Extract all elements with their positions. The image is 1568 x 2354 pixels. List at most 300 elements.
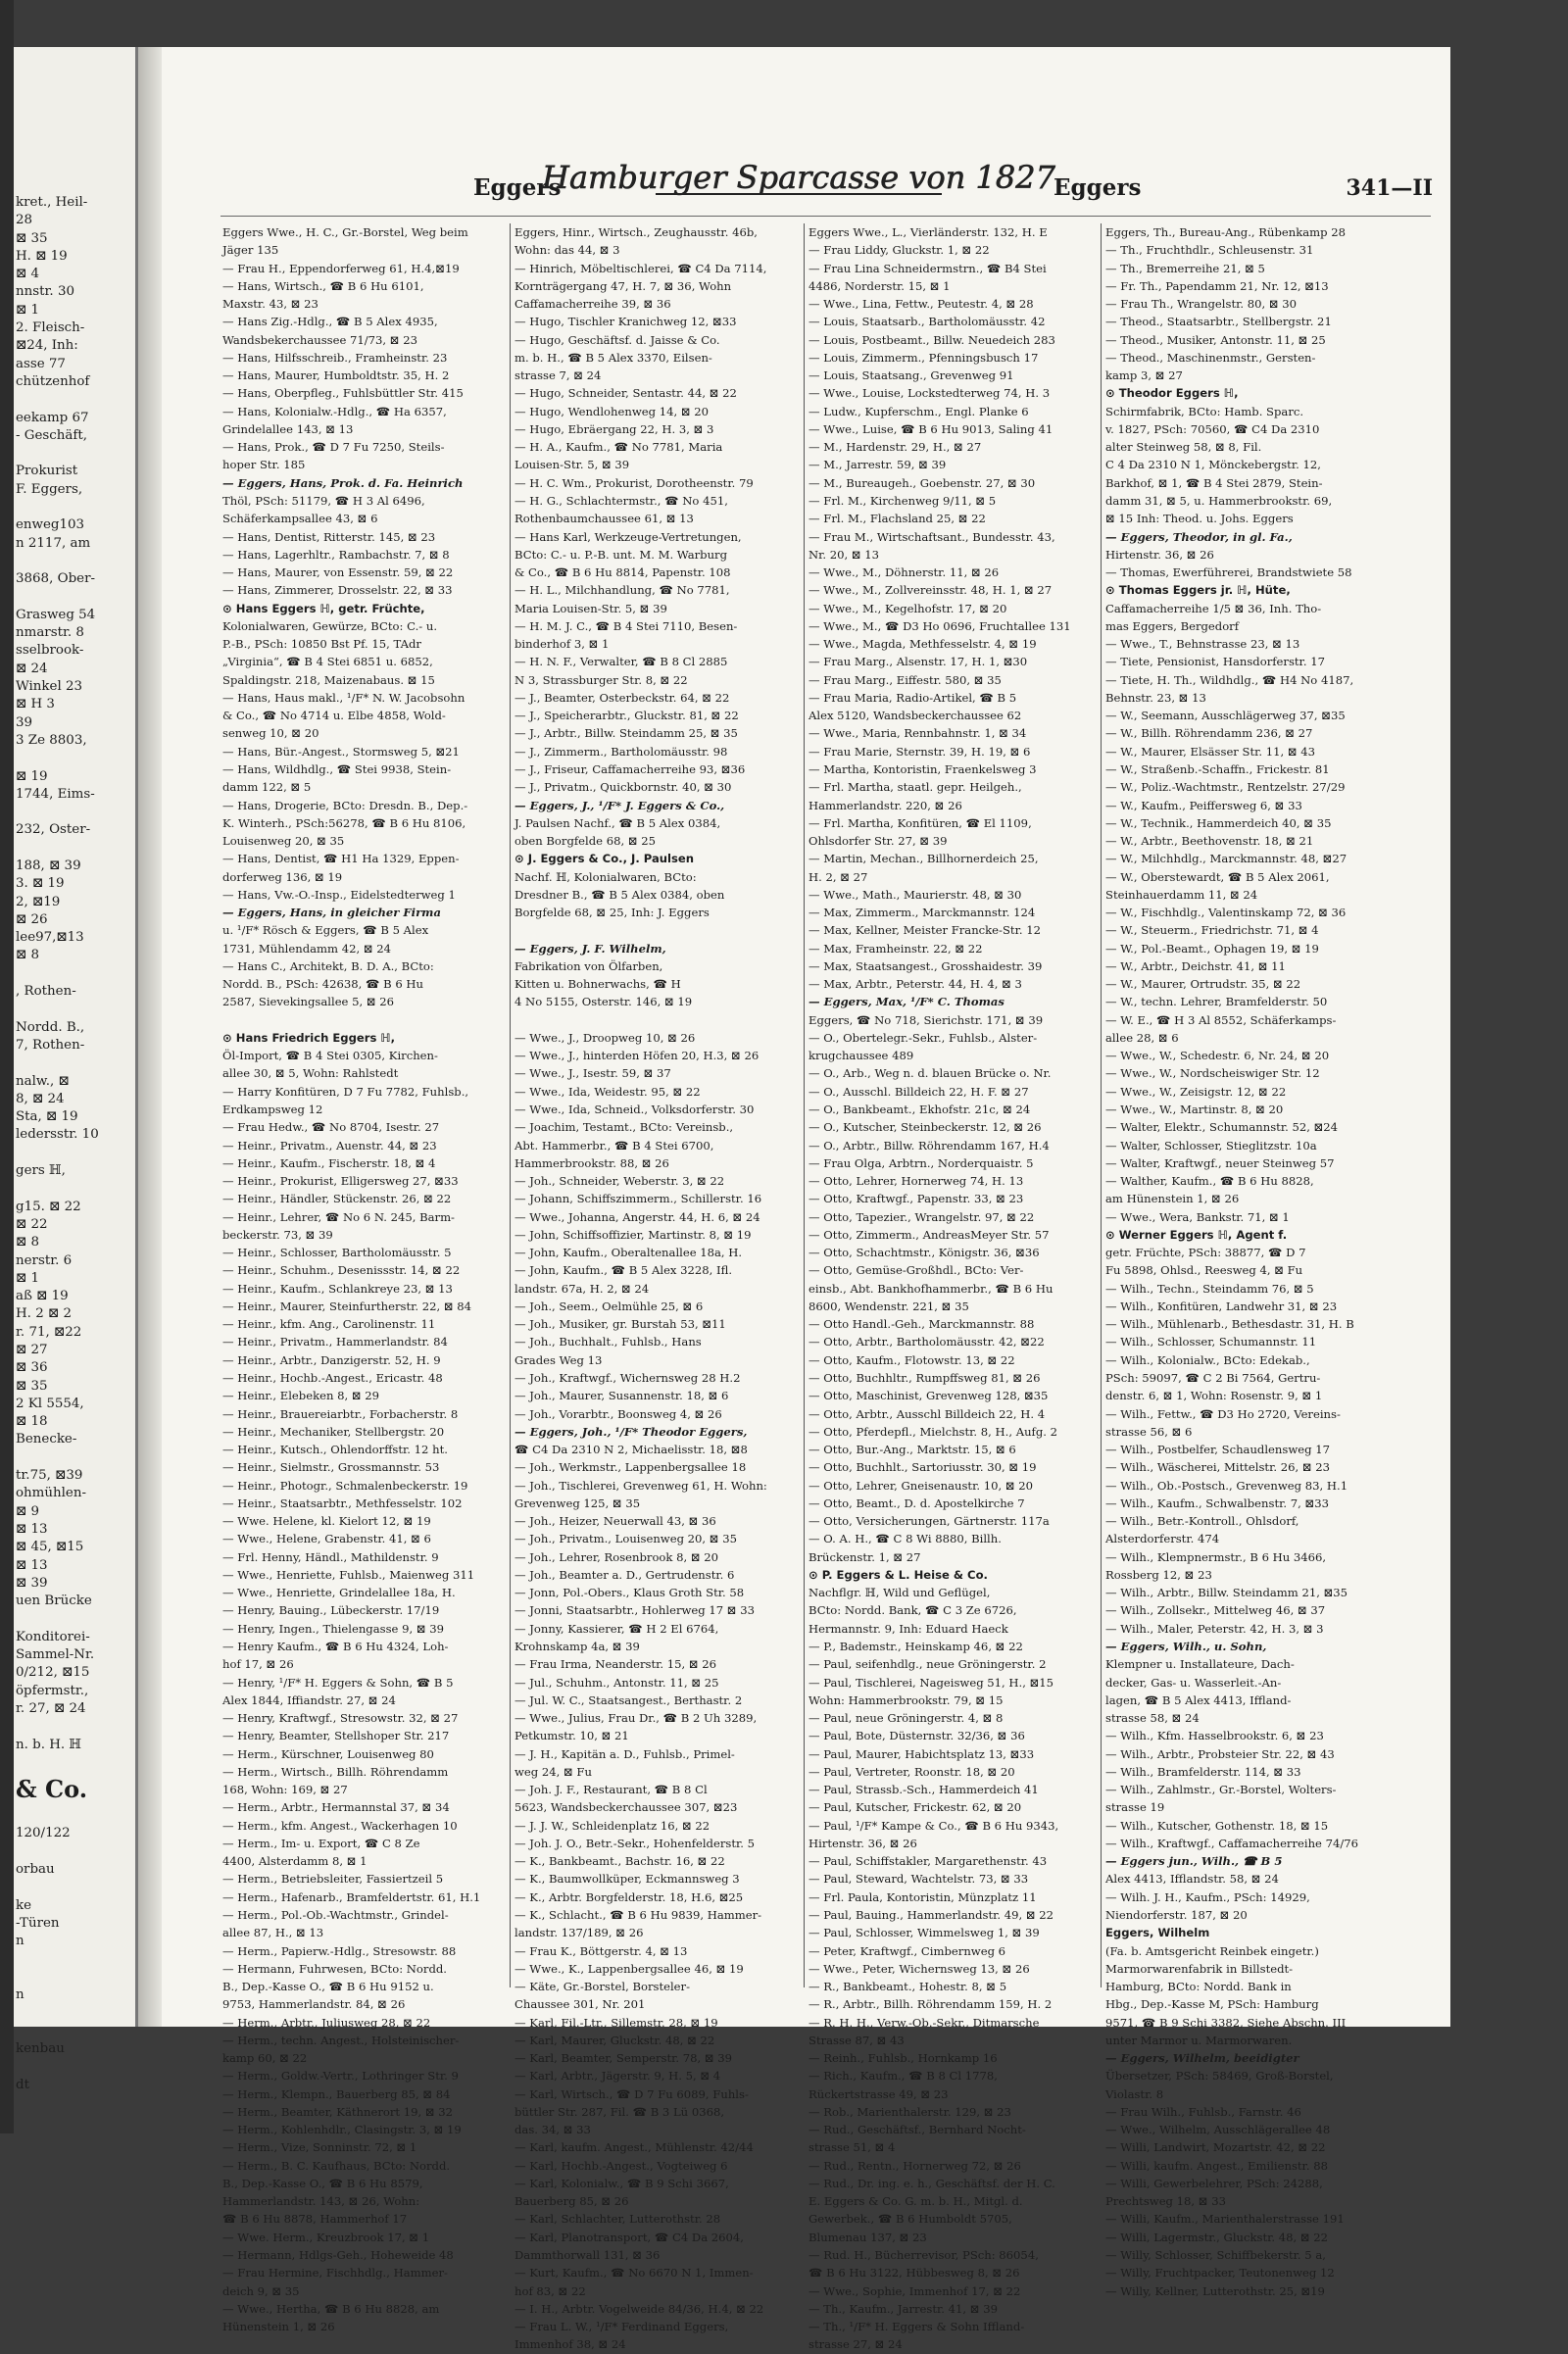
directory-entry-line: — Wwe., Ida, Weidestr. 95, ⊠ 22 <box>514 1084 701 1099</box>
directory-entry-line: — Joh., Beamter a. D., Gertrudenstr. 6 <box>514 1567 735 1582</box>
directory-entry-line: — Eggers, Wilh., u. Sohn, <box>1105 1639 1267 1653</box>
directory-entry-line: — Hans, Maurer, Humboldtstr. 35, H. 2 <box>222 368 450 383</box>
directory-entry-line: — Jonn, Pol.-Obers., Klaus Groth Str. 58 <box>514 1586 745 1600</box>
directory-entry-line: — Herm., Im- u. Export, ☎ C 8 Ze <box>222 1836 420 1850</box>
directory-entry-line: Eggers, Hinr., Wirtsch., Zeughausstr. 46b, <box>514 225 758 239</box>
directory-entry-line: Eggers, ☎ No 718, Sierichstr. 171, ⊠ 39 <box>808 1012 1044 1027</box>
directory-entry-line: — Thomas, Ewerführerei, Brandstwiete 58 <box>1105 565 1352 580</box>
left-fragment-line: & Co. <box>16 1775 88 1804</box>
directory-entry-line: — Eggers, J., ¹/F* J. Eggers & Co., <box>514 798 725 812</box>
directory-entry-line: (Fa. b. Amtsgericht Reinbek eingetr.) <box>1105 1943 1319 1958</box>
left-fragment-line: nnstr. 30 <box>16 284 74 300</box>
left-fragment-line: Nordd. B., <box>16 1019 85 1035</box>
directory-entry-line: — O., Obertelegr.-Sekr., Fuhlsb., Alster- <box>808 1030 1038 1045</box>
directory-entry-line: — Heinr., Mechaniker, Stellbergstr. 20 <box>222 1424 445 1439</box>
directory-entry-line: — Max, Zimmerm., Marckmannstr. 124 <box>808 906 1036 920</box>
left-fragment-line: sselbrook- <box>16 643 84 659</box>
directory-entry-line: — Max, Kellner, Meister Francke-Str. 12 <box>808 923 1041 938</box>
directory-entry-line: — Herm., kfm. Angest., Wackerhagen 10 <box>222 1818 458 1833</box>
directory-entry-line: — Wilh., Betr.-Kontroll., Ohlsdorf, <box>1105 1514 1299 1529</box>
directory-entry-line: — Frau Lina Schneidermstrn., ☎ B4 Stei <box>808 261 1047 275</box>
directory-entry-line: u. ¹/F* Rösch & Eggers, ☎ B 5 Alex <box>222 923 429 938</box>
left-fragment-line: asse 77 <box>16 356 66 371</box>
directory-entry-line: & Co., ☎ No 4714 u. Elbe 4858, Wold- <box>222 709 446 723</box>
directory-entry-line: — Herm., Pol.-Ob.-Wachtmstr., Grindel- <box>222 1907 449 1922</box>
directory-entry-line: — Walter, Schlosser, Stieglitzstr. 10a <box>1105 1138 1317 1152</box>
left-fragment-line: 1744, Eims- <box>16 786 95 802</box>
directory-entry-line: — Hans, Wildhdlg., ☎ Stei 9938, Stein- <box>222 761 452 776</box>
directory-entry-line: — Frau L. W., ¹/F* Ferdinand Eggers, <box>514 2320 729 2334</box>
directory-entry-line: — Tiete, Pensionist, Hansdorferstr. 17 <box>1105 655 1325 669</box>
page-header <box>162 47 1450 214</box>
directory-entry-line: — Paul, Steward, Wachtelstr. 73, ⊠ 33 <box>808 1872 1029 1887</box>
directory-entry-line: — Wilh., Mühlenarb., Bethesdastr. 31, H. B <box>1105 1317 1354 1332</box>
directory-entry-line: — Joachim, Testamt., BCto: Vereinsb., <box>514 1120 734 1135</box>
left-fragment-line: Winkel 23 <box>16 679 83 695</box>
directory-entry-line: Alex 4413, Ifflandstr. 58, ⊠ 24 <box>1105 1872 1279 1887</box>
left-fragment-line <box>16 1718 135 1736</box>
directory-entry-line: — Wilh., Kfm. Hasselbrookstr. 6, ⊠ 23 <box>1105 1729 1324 1743</box>
directory-entry-line: — Frl. Martha, staatl. gepr. Heilgeh., <box>808 780 1022 795</box>
left-fragment-line: ke <box>16 1897 32 1913</box>
left-fragment-line: chützenhof <box>16 373 90 389</box>
left-fragment-line <box>16 499 135 516</box>
directory-entry-line: — Wwe., J., Isestr. 59, ⊠ 37 <box>514 1066 671 1081</box>
directory-entry-line: — Wwe., Magda, Methfesselstr. 4, ⊠ 19 <box>808 637 1037 652</box>
directory-entry-line: — Jonny, Kassierer, ☎ H 2 El 6764, <box>514 1621 719 1636</box>
directory-entry-line: — O., Ausschl. Billdeich 22, H. F. ⊠ 27 <box>808 1084 1029 1099</box>
directory-entry-line: — Wwe. Herm., Kreuzbrook 17, ⊠ 1 <box>222 2230 430 2244</box>
directory-entry-line: strasse 19 <box>1105 1800 1165 1815</box>
directory-entry-line: — Otto, Tapezier., Wrangelstr. 97, ⊠ 22 <box>808 1209 1035 1224</box>
directory-entry-line: — Jul., Schuhm., Antonstr. 11, ⊠ 25 <box>514 1675 719 1690</box>
directory-entry-line: 8600, Wendenstr. 221, ⊠ 35 <box>808 1299 969 1313</box>
left-fragment-line: 2 Kl 5554, <box>16 1396 84 1411</box>
directory-entry-line: — Otto, Buchhlt., Sartoriusstr. 30, ⊠ 19 <box>808 1460 1037 1475</box>
directory-entry-line: — Paul, Schlosser, Wimmelsweg 1, ⊠ 39 <box>808 1926 1040 1940</box>
left-fragment-line: ⊠ 35 <box>16 1378 48 1394</box>
directory-entry-line: — Paul, Tischlerei, Nageisweg 51, H., ⊠15 <box>808 1675 1054 1690</box>
directory-entry-line: — Joh. J. F., Restaurant, ☎ B 8 Cl <box>514 1783 708 1797</box>
directory-entry-line: damm 122, ⊠ 5 <box>222 780 312 795</box>
directory-entry-line: — Rud., Geschäftsf., Bernhard Nocht- <box>808 2123 1026 2137</box>
directory-entry-line: Eggers Wwe., L., Vierländerstr. 132, H. E <box>808 225 1048 239</box>
directory-entry-line: — Louis, Zimmerm., Pfenningsbusch 17 <box>808 350 1039 365</box>
directory-entry-line: — Peter, Kraftwgf., Cimbernweg 6 <box>808 1943 1006 1958</box>
directory-entry-line: — Frau K., Böttgerstr. 4, ⊠ 13 <box>514 1943 688 1958</box>
column-divider <box>1101 223 1102 1987</box>
directory-entry-line: — Hans, Vw.-O.-Insp., Eidelstedterweg 1 <box>222 887 456 902</box>
directory-entry-line: — Hugo, Schneider, Sentastr. 44, ⊠ 22 <box>514 386 737 401</box>
directory-entry-line: Nachf. ℍ, Kolonialwaren, BCto: <box>514 869 697 884</box>
directory-entry-line: Klempner u. Installateure, Dach- <box>1105 1657 1295 1672</box>
directory-entry-line: — Frau Marg., Alsenstr. 17, H. 1, ⊠30 <box>808 655 1028 669</box>
directory-entry-line: — Herm., B. C. Kaufhaus, BCto: Nordd. <box>222 2158 451 2173</box>
left-fragment-line: 0/212, ⊠15 <box>16 1665 90 1681</box>
directory-entry-line: — Heinr., Schlosser, Bartholomäusstr. 5 <box>222 1246 452 1260</box>
directory-entry-line: — Hans, Oberpfleg., Fuhlsbüttler Str. 415 <box>222 386 464 401</box>
directory-entry-line: — W., Pol.-Beamt., Ophagen 19, ⊠ 19 <box>1105 941 1319 956</box>
sparcasse-logo <box>542 147 1055 204</box>
directory-entry-line: Ohlsdorfer Str. 27, ⊠ 39 <box>808 834 948 849</box>
directory-entry-line: ⊙ Hans Eggers ℍ, getr. Früchte, <box>222 601 425 615</box>
left-fragment-line: Sammel-Nr. <box>16 1647 95 1663</box>
directory-entry-line: — Ludw., Kupferschm., Engl. Planke 6 <box>808 404 1029 418</box>
directory-entry-line: — M., Hardenstr. 29, H., ⊠ 27 <box>808 440 982 455</box>
directory-entry-line: — Hugo, Wendlohenweg 14, ⊠ 20 <box>514 404 709 418</box>
directory-entry-line: — Otto, Zimmerm., AndreasMeyer Str. 57 <box>808 1227 1050 1242</box>
directory-entry-line: — Paul, Maurer, Habichtsplatz 13, ⊠33 <box>808 1746 1035 1761</box>
directory-entry-line: — Wilh., Arbtr., Billw. Steindamm 21, ⊠35 <box>1105 1586 1348 1600</box>
directory-entry-line: — Wwe., Wera, Bankstr. 71, ⊠ 1 <box>1105 1209 1290 1224</box>
directory-entry-line: — Joh. J. O., Betr.-Sekr., Hohenfelderstr. 5 <box>514 1836 755 1850</box>
directory-entry-line: — Wilh., Kaufm., Schwalbenstr. 7, ⊠33 <box>1105 1496 1329 1510</box>
directory-entry-line: 4400, Alsterdamm 8, ⊠ 1 <box>222 1854 368 1869</box>
directory-entry-line: — Otto, Arbtr., Bartholomäusstr. 42, ⊠22 <box>808 1335 1045 1349</box>
directory-entry-line: — Frau Irma, Neanderstr. 15, ⊠ 26 <box>514 1657 717 1672</box>
directory-entry-line: K. Winterh., PSch:56278, ☎ B 6 Hu 8106, <box>222 815 466 830</box>
left-fragment-line: Sta, ⊠ 19 <box>16 1109 78 1125</box>
directory-entry-line: dorferweg 136, ⊠ 19 <box>222 869 343 884</box>
directory-entry-line: — Wilh., Wäscherei, Mittelstr. 26, ⊠ 23 <box>1105 1460 1330 1475</box>
left-fragment-line <box>16 1610 135 1628</box>
directory-entry-line: strasse 7, ⊠ 24 <box>514 368 602 383</box>
directory-entry-line: — Eggers, Wilhelm, beeidigter <box>1105 2051 1299 2066</box>
directory-entry-line: — Heinr., Staatsarbtr., Methfesselstr. 102 <box>222 1496 463 1510</box>
directory-entry-line: Louisenweg 20, ⊠ 35 <box>222 834 345 849</box>
directory-entry-line: Wandsbekerchaussee 71/73, ⊠ 23 <box>222 332 417 347</box>
directory-entry-line: v. 1827, PSch: 70560, ☎ C4 Da 2310 <box>1105 421 1320 436</box>
directory-entry-line: — Frau Wilh., Fuhlsb., Farnstr. 46 <box>1105 2104 1301 2119</box>
left-fragment-line: ⊠ 26 <box>16 911 48 927</box>
directory-entry-line: ☎ B 6 Hu 3122, Hübbesweg 8, ⊠ 26 <box>808 2266 1020 2280</box>
left-fragment-line: H. ⊠ 19 <box>16 248 68 264</box>
directory-entry-line: — Wilh., Klempnermstr., B 6 Hu 3466, <box>1105 1549 1327 1564</box>
directory-entry-line: Kolonialwaren, Gewürze, BCto: C.- u. <box>222 618 438 633</box>
left-fragment-line <box>16 2023 135 2040</box>
directory-entry-line: — Willi, Gewerbelehrer, PSch: 24288, <box>1105 2176 1323 2190</box>
left-fragment-line: nmarstr. 8 <box>16 625 84 641</box>
directory-entry-line: Blumenau 137, ⊠ 23 <box>808 2230 927 2244</box>
directory-entry-line: — Th., Bremerreihe 21, ⊠ 5 <box>1105 261 1265 275</box>
directory-entry-line: — Frau Th., Wrangelstr. 80, ⊠ 30 <box>1105 297 1298 312</box>
directory-entry-line: — Louis, Staatsang., Grevenweg 91 <box>808 368 1014 383</box>
left-fragment-line <box>16 750 135 767</box>
directory-entry-line: — Hugo, Tischler Kranichweg 12, ⊠33 <box>514 315 737 329</box>
directory-entry-line: — Karl, Fil.-Ltr., Sillemstr. 28, ⊠ 19 <box>514 2015 718 2030</box>
left-fragment-line: Benecke- <box>16 1432 77 1447</box>
directory-entry-line: — H. C. Wm., Prokurist, Dorotheenstr. 79 <box>514 475 754 490</box>
left-fragment-line <box>16 445 135 463</box>
directory-entry-line: hoper Str. 185 <box>222 458 306 472</box>
directory-entry-line: — W., Technik., Hammerdeich 40, ⊠ 35 <box>1105 815 1332 830</box>
left-fragment-line: - Geschäft, <box>16 427 87 443</box>
directory-entry-line: — Herm., Wirtsch., Billh. Röhrendamm <box>222 1764 449 1779</box>
directory-entry-line: — Willi, kaufm. Angest., Emilienstr. 88 <box>1105 2158 1328 2173</box>
directory-entry-line: strasse 51, ⊠ 4 <box>808 2140 896 2155</box>
directory-entry-line: Dresdner B., ☎ B 5 Alex 0384, oben <box>514 887 725 902</box>
directory-entry-line: hof 83, ⊠ 22 <box>514 2283 586 2298</box>
directory-column-4 <box>1105 223 1399 2300</box>
directory-entry-line: — Wwe., W., Zeisigstr. 12, ⊠ 22 <box>1105 1084 1287 1099</box>
directory-entry-line: — Joh., Schneider, Weberstr. 3, ⊠ 22 <box>514 1174 725 1189</box>
directory-entry-line: Hünenstein 1, ⊠ 26 <box>222 2320 335 2334</box>
directory-entry-line: weg 24, ⊠ Fu <box>514 1764 592 1779</box>
directory-entry-line: ☎ C4 Da 2310 N 2, Michaelisstr. 18, ⊠8 <box>514 1443 748 1457</box>
directory-entry-line: — Karl, Hochb.-Angest., Vogteiweg 6 <box>514 2158 728 2173</box>
directory-entry-line: — Max, Framheinstr. 22, ⊠ 22 <box>808 941 983 956</box>
directory-entry-line: — Theod., Maschinenmstr., Gersten- <box>1105 350 1316 365</box>
directory-entry-line: — John, Kaufm., Oberaltenallee 18a, H. <box>514 1246 743 1260</box>
left-fragment-line: n <box>16 1987 24 2003</box>
directory-entry-line: alter Steinweg 58, ⊠ 8, Fil. <box>1105 440 1262 455</box>
directory-entry-line: Fu 5898, Ohlsd., Reesweg 4, ⊠ Fu <box>1105 1263 1303 1278</box>
directory-entry-line: krugchaussee 489 <box>808 1049 914 1063</box>
directory-entry-line: — Heinr., Maurer, Steinfurtherstr. 22, ⊠ 84 <box>222 1299 472 1313</box>
directory-entry-line: strasse 58, ⊠ 24 <box>1105 1711 1200 1726</box>
directory-entry-line: — Walter, Elektr., Schumannstr. 52, ⊠24 <box>1105 1120 1339 1135</box>
left-fragment-line: ⊠ H 3 <box>16 697 55 712</box>
directory-entry-line: — Henry, ¹/F* H. Eggers & Sohn, ☎ B 5 <box>222 1675 454 1690</box>
directory-entry-line: — John, Kaufm., ☎ B 5 Alex 3228, Ifl. <box>514 1263 733 1278</box>
left-fragment-line: ledersstr. 10 <box>16 1127 99 1143</box>
directory-entry-line: — Wwe., T., Behnstrasse 23, ⊠ 13 <box>1105 637 1300 652</box>
directory-entry-line: — Wwe., Henriette, Fuhlsb., Maienweg 311 <box>222 1567 475 1582</box>
left-fragment-line: Konditorei- <box>16 1629 90 1644</box>
directory-column-2 <box>514 223 801 2354</box>
directory-entry-line: — Heinr., Kaufm., Fischerstr. 18, ⊠ 4 <box>222 1155 436 1170</box>
left-fragment-line: r. 71, ⊠22 <box>16 1324 82 1340</box>
directory-entry-line: Rückertstrasse 49, ⊠ 23 <box>808 2086 949 2101</box>
left-fragment-line: aß ⊠ 19 <box>16 1289 69 1304</box>
directory-entry-line: — Wilh., Bramfelderstr. 114, ⊠ 33 <box>1105 1764 1301 1779</box>
directory-entry-line: Thöl, PSch: 51179, ☎ H 3 Al 6496, <box>222 493 425 508</box>
left-fragment-line <box>16 391 135 409</box>
left-fragment-line: ⊠ 36 <box>16 1360 48 1376</box>
directory-entry-line: Hirtenstr. 36, ⊠ 26 <box>808 1836 917 1850</box>
directory-entry-line: — Karl, Beamter, Semperstr. 78, ⊠ 39 <box>514 2051 733 2066</box>
directory-entry-line: — Hans, Prok., ☎ D 7 Fu 7250, Steils- <box>222 440 445 455</box>
directory-entry-line: — W., Steuerm., Friedrichstr. 71, ⊠ 4 <box>1105 923 1319 938</box>
left-fragment-line <box>16 1951 135 1969</box>
directory-entry-line: — W., Arbtr., Deichstr. 41, ⊠ 11 <box>1105 958 1286 973</box>
directory-entry-line: — H. N. F., Verwalter, ☎ B 8 Cl 2885 <box>514 655 728 669</box>
left-fragment-line: , Rothen- <box>16 984 76 1000</box>
directory-entry-line: — Wilh., Postbelfer, Schaudlensweg 17 <box>1105 1443 1330 1457</box>
directory-entry-line: — Hans, Dentist, ☎ H1 Ha 1329, Eppen- <box>222 852 460 866</box>
left-fragment-line: ⊠ 4 <box>16 267 39 282</box>
directory-entry-line: — Herm., Beamter, Käthnerort 19, ⊠ 32 <box>222 2104 453 2119</box>
left-fragment-line: nalw., ⊠ <box>16 1073 70 1089</box>
directory-entry-line: — Jul. W. C., Staatsangest., Berthastr. 2 <box>514 1692 743 1707</box>
header-left-keyword: Eggers <box>473 174 562 201</box>
directory-entry-line: Barkhof, ⊠ 1, ☎ B 4 Stei 2879, Stein- <box>1105 475 1323 490</box>
directory-entry-line: senweg 10, ⊠ 20 <box>222 726 319 741</box>
directory-entry-line: — Heinr., Händler, Stückenstr. 26, ⊠ 22 <box>222 1192 452 1206</box>
directory-entry-line: lagen, ☎ B 5 Alex 4413, Iffland- <box>1105 1692 1292 1707</box>
directory-entry-line: hof 17, ⊠ 26 <box>222 1657 294 1672</box>
directory-entry-line: — W., Straßenb.-Schaffn., Frickestr. 81 <box>1105 761 1330 776</box>
directory-page <box>162 47 1450 2352</box>
directory-entry-line: deich 9, ⊠ 35 <box>222 2283 300 2298</box>
directory-entry-line: Nordd. B., PSch: 42638, ☎ B 6 Hu <box>222 977 423 992</box>
left-fragment-line: 3 Ze 8803, <box>16 732 87 748</box>
directory-entry-line: beckerstr. 73, ⊠ 39 <box>222 1227 333 1242</box>
left-fragment-line: ⊠ 9 <box>16 1503 39 1519</box>
directory-entry-line: — Wwe., Julius, Frau Dr., ☎ B 2 Uh 3289, <box>514 1711 758 1726</box>
directory-entry-line: Rossberg 12, ⊠ 23 <box>1105 1567 1212 1582</box>
directory-entry-line: — Reinh., Fuhlsb., Hornkamp 16 <box>808 2051 998 2066</box>
directory-entry-line: — Hans, Dentist, Ritterstr. 145, ⊠ 23 <box>222 529 436 544</box>
directory-entry-line: — Wwe., M., Zollvereinsstr. 48, H. 1, ⊠ 27 <box>808 583 1053 598</box>
directory-entry-line: — Wilh., Maler, Peterstr. 42, H. 3, ⊠ 3 <box>1105 1621 1324 1636</box>
directory-entry-line: — Joh., Musiker, gr. Burstah 53, ⊠11 <box>514 1317 726 1332</box>
directory-entry-line: — Herm., Papierw.-Hdlg., Stresowstr. 88 <box>222 1943 457 1958</box>
directory-entry-line: — Th., Fruchthdlr., Schleusenstr. 31 <box>1105 243 1314 258</box>
directory-entry-line: Fabrikation von Ölfarben, <box>514 958 663 973</box>
directory-entry-line: — Wwe., Louise, Lockstedterweg 74, H. 3 <box>808 386 1051 401</box>
directory-entry-line: — Paul, Schiffstakler, Margarethenstr. 43 <box>808 1854 1048 1869</box>
directory-entry-line: — K., Arbtr. Borgfelderstr. 18, H.6, ⊠25 <box>514 1889 744 1904</box>
left-fragment-line <box>16 2004 135 2022</box>
directory-entry-line: — R., Arbtr., Billh. Röhrendamm 159, H. 2 <box>808 1997 1053 2012</box>
directory-entry-line: — Rud., Rentn., Hornerweg 72, ⊠ 26 <box>808 2158 1021 2173</box>
directory-entry-line: 168, Wohn: 169, ⊠ 27 <box>222 1783 348 1797</box>
directory-entry-line: Alex 5120, Wandsbeckerchaussee 62 <box>808 709 1022 723</box>
directory-entry-line: — Wwe., Math., Maurierstr. 48, ⊠ 30 <box>808 887 1022 902</box>
directory-entry-line: — R., Bankbeamt., Hohestr. 8, ⊠ 5 <box>808 1980 1007 1994</box>
directory-entry-line: Eggers Wwe., H. C., Gr.-Borstel, Weg beim <box>222 225 468 239</box>
directory-entry-line: — Paul, Bauing., Hammerlandstr. 49, ⊠ 22 <box>808 1907 1054 1922</box>
directory-entry-line: — K., Baumwollküper, Eckmannsweg 3 <box>514 1872 740 1887</box>
directory-entry-line: — Kurt, Kaufm., ☎ No 6670 N 1, Immen- <box>514 2266 754 2280</box>
directory-entry-line: — H. A., Kaufm., ☎ No 7781, Maria <box>514 440 723 455</box>
directory-entry-line: Hammerlandstr. 220, ⊠ 26 <box>808 798 962 812</box>
directory-entry-line: — Herm., Betriebsleiter, Fassiertzeil 5 <box>222 1872 444 1887</box>
left-fragment-line: 188, ⊠ 39 <box>16 858 81 873</box>
directory-entry-line: — Henry, Ingen., Thielengasse 9, ⊠ 39 <box>222 1621 444 1636</box>
directory-entry-line: — W., Oberstewardt, ☎ B 5 Alex 2061, <box>1105 869 1330 884</box>
directory-entry-line: — Wilh. J. H., Kaufm., PSch: 14929, <box>1105 1889 1310 1904</box>
directory-entry-line: Wohn: Hammerbrookstr. 79, ⊠ 15 <box>808 1692 1004 1707</box>
directory-entry-line: — Rob., Marienthalerstr. 129, ⊠ 23 <box>808 2104 1011 2119</box>
directory-entry-line: — Heinr., Kutsch., Ohlendorffstr. 12 ht. <box>222 1443 448 1457</box>
directory-entry-line: — Wwe., W., Schedestr. 6, Nr. 24, ⊠ 20 <box>1105 1049 1330 1063</box>
directory-entry-line: — Walther, Kaufm., ☎ B 6 Hu 8828, <box>1105 1174 1314 1189</box>
directory-entry-line: — Otto, Lehrer, Hornerweg 74, H. 13 <box>808 1174 1024 1189</box>
directory-entry-line: — Hans, Kolonialw.-Hdlg., ☎ Ha 6357, <box>222 404 447 418</box>
directory-entry-line: Hammerlandstr. 143, ⊠ 26, Wohn: <box>222 2194 420 2209</box>
directory-entry-line: — Wilh., Kraftwgf., Caffamacherreihe 74/76 <box>1105 1836 1359 1850</box>
directory-entry-line: — Wwe., Ida, Schneid., Volksdorferstr. 30 <box>514 1103 755 1117</box>
left-fragment-line <box>16 1969 135 1986</box>
directory-entry-line: — O., Arbtr., Billw. Röhrendamm 167, H.4 <box>808 1138 1050 1152</box>
directory-entry-line: ⊠ 15 Inh: Theod. u. Johs. Eggers <box>1105 512 1294 526</box>
directory-entry-line: — Heinr., Elebeken 8, ⊠ 29 <box>222 1389 380 1403</box>
left-fragment-line: ⊠24, Inh: <box>16 338 78 354</box>
directory-entry-line: — Hermann, Fuhrwesen, BCto: Nordd. <box>222 1961 447 1976</box>
directory-entry-line: — Hans Karl, Werkzeuge-Vertretungen, <box>514 529 742 544</box>
directory-entry-line: — Herm., Kohlenhdlr., Clasingstr. 3, ⊠ 19 <box>222 2123 462 2137</box>
directory-entry-line: — Herm., Arbtr., Hermannstal 37, ⊠ 34 <box>222 1800 450 1815</box>
directory-entry-line: — J., Zimmerm., Bartholomäusstr. 98 <box>514 744 728 759</box>
directory-entry-line: — H. G., Schlachtermstr., ☎ No 451, <box>514 493 728 508</box>
directory-entry-line: Grades Weg 13 <box>514 1352 603 1367</box>
directory-entry-line: — Heinr., Brauereiarbtr., Forbacherstr. 8 <box>222 1406 459 1421</box>
directory-entry-line: 9571, ☎ B 9 Schi 3382, Siehe Abschn. III <box>1105 2015 1347 2030</box>
left-fragment-line: Grasweg 54 <box>16 607 96 622</box>
directory-entry-line: — Frl. Henny, Händl., Mathildenstr. 9 <box>222 1549 439 1564</box>
directory-entry-line: — Herm., Hafenarb., Bramfeldertstr. 61, H.1 <box>222 1889 481 1904</box>
directory-entry-line: — M., Jarrestr. 59, ⊠ 39 <box>808 458 947 472</box>
directory-entry-line: 4 No 5155, Osterstr. 146, ⊠ 19 <box>514 995 693 1009</box>
directory-entry-line: — H. M. J. C., ☎ B 4 Stei 7110, Besen- <box>514 618 738 633</box>
directory-entry-line: — Wwe., Sophie, Immenhof 17, ⊠ 22 <box>808 2283 1021 2298</box>
left-fragment-line: ⊠ 45, ⊠15 <box>16 1540 84 1555</box>
directory-entry-line: Caffamacherreihe 1/5 ⊠ 36, Inh. Tho- <box>1105 601 1322 615</box>
directory-entry-line: — H. L., Milchhandlung, ☎ No 7781, <box>514 583 730 598</box>
directory-entry-line: J. Paulsen Nachf., ☎ B 5 Alex 0384, <box>514 815 721 830</box>
directory-entry-line: — Eggers, Hans, Prok. d. Fa. Heinrich <box>222 475 464 490</box>
directory-entry-line: — Heinr., Hochb.-Angest., Ericastr. 48 <box>222 1371 443 1385</box>
directory-entry-line: — W., Kaufm., Peiffersweg 6, ⊠ 33 <box>1105 798 1302 812</box>
directory-entry-line: — Hans, Drogerie, BCto: Dresdn. B., Dep.- <box>222 798 468 812</box>
header-right-keyword: Eggers <box>1054 174 1142 201</box>
left-fragment-line: eekamp 67 <box>16 410 89 425</box>
directory-entry-line: Grindelallee 143, ⊠ 13 <box>222 421 354 436</box>
directory-entry-line: Abt. Hammerbr., ☎ B 4 Stei 6700, <box>514 1138 714 1152</box>
directory-entry-line: — J., Friseur, Caffamacherreihe 93, ⊠36 <box>514 761 746 776</box>
directory-entry-line: — Wwe., M., Kegelhofstr. 17, ⊠ 20 <box>808 601 1007 615</box>
directory-entry-line: — Wwe., W., Nordscheiswiger Str. 12 <box>1105 1066 1320 1081</box>
left-fragment-line: 28 <box>16 213 33 228</box>
directory-entry-line: — M., Bureaugeh., Goebenstr. 27, ⊠ 30 <box>808 475 1036 490</box>
directory-entry-line: ⊙ Werner Eggers ℍ, Agent f. <box>1105 1227 1288 1242</box>
directory-entry-line: — Joh., Vorarbtr., Boonsweg 4, ⊠ 26 <box>514 1406 722 1421</box>
directory-entry-line: — Otto, Versicherungen, Gärtnerstr. 117a <box>808 1514 1050 1529</box>
directory-entry-line: — Rud., Dr. ing. e. h., Geschäftsf. der H. C. <box>808 2176 1055 2190</box>
directory-entry-line: — Frl. Martha, Konfitüren, ☎ El 1109, <box>808 815 1032 830</box>
left-fragment-line: ⊠ 13 <box>16 1557 48 1573</box>
directory-entry-line: BCto: Nordd. Bank, ☎ C 3 Ze 6726, <box>808 1603 1017 1618</box>
left-fragment-line: tr.75, ⊠39 <box>16 1468 83 1484</box>
directory-entry-line: Behnstr. 23, ⊠ 13 <box>1105 690 1206 705</box>
directory-entry-line: — W. E., ☎ H 3 Al 8552, Schäferkamps- <box>1105 1012 1337 1027</box>
directory-entry-line: — Wwe. Helene, kl. Kielort 12, ⊠ 19 <box>222 1514 431 1529</box>
left-fragment-line: 8, ⊠ 24 <box>16 1091 65 1106</box>
directory-entry-line: — Tiete, H. Th., Wildhdlg., ☎ H4 No 4187, <box>1105 672 1354 687</box>
directory-entry-line: — Rich., Kaufm., ☎ B 8 Cl 1778, <box>808 2069 998 2084</box>
directory-entry-line: — Otto, Schachtmstr., Königstr. 36, ⊠36 <box>808 1246 1040 1260</box>
directory-entry-line: kamp 60, ⊠ 22 <box>222 2051 308 2066</box>
directory-entry-line: Kitten u. Bohnerwachs, ☎ H <box>514 977 681 992</box>
directory-entry-line: Alex 1844, Iffiandstr. 27, ⊠ 24 <box>222 1692 396 1707</box>
left-fragment-line: g15. ⊠ 22 <box>16 1199 81 1214</box>
directory-entry-line: — Joh., Tischlerei, Grevenweg 61, H. Wohn: <box>514 1478 767 1493</box>
directory-entry-line: „Virginia“, ☎ B 4 Stei 6851 u. 6852, <box>222 655 433 669</box>
left-fragment-line <box>16 804 135 821</box>
directory-entry-line: getr. Früchte, PSch: 38877, ☎ D 7 <box>1105 1246 1306 1260</box>
directory-entry-line: — Wilh., Arbtr., Probsteier Str. 22, ⊠ 43 <box>1105 1746 1335 1761</box>
directory-entry-line: — Käte, Gr.-Borstel, Borsteler- <box>514 1980 691 1994</box>
page-number: 341—II <box>1346 175 1433 201</box>
directory-entry-line: Marmorwarenfabrik in Billstedt- <box>1105 1961 1294 1976</box>
book-gutter <box>138 47 162 2027</box>
directory-entry-line: — Wwe., M., Döhnerstr. 11, ⊠ 26 <box>808 565 1000 580</box>
directory-entry-line: — Wwe., M., ☎ D3 Ho 0696, Fruchtallee 131 <box>808 618 1071 633</box>
directory-entry-line: — Otto, Bur.-Ang., Marktstr. 15, ⊠ 6 <box>808 1443 1016 1457</box>
directory-entry-line: — Eggers, J. F. Wilhelm, <box>514 941 666 956</box>
